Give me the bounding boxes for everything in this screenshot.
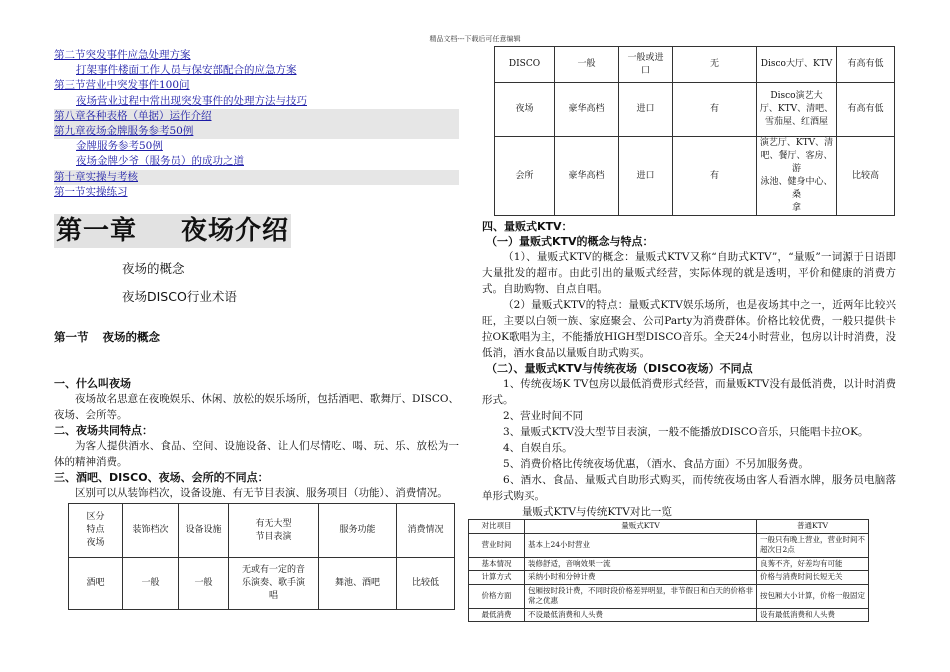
- subtitle-terms: 夜场DISCO行业术语: [122, 289, 237, 305]
- table-cell: DISCO: [495, 47, 555, 83]
- table-cell: 夜场: [495, 83, 555, 137]
- table-header-row: [469, 520, 869, 534]
- toc-link[interactable]: 第九章夜场金牌服务参考50例: [54, 124, 459, 139]
- table-cell: 一般: [179, 558, 229, 610]
- table-cell: 一般只有晚上营业，营业时间不超次日2点: [757, 533, 869, 557]
- toc-link[interactable]: 金牌服务参考50例: [76, 140, 163, 153]
- table-row: [469, 557, 869, 571]
- paragraph: 区别可以从装饰档次，设备设施、有无节目表演、服务项目（功能）、消费情况。: [75, 487, 448, 500]
- paragraph: 1、传统夜场K TV包房以最低消费形式经营，而量贩KTV没有最低消费，以计时消费形式。: [482, 378, 896, 406]
- table-cell: 价格与消费时间长短无关: [757, 571, 869, 585]
- paragraph: （1）、量贩式KTV的概念：量贩式KTV又称“自助式KTV”，“量贩”一词源于日语即大量批发的超市。由此引出的量贩式经营，实际体现的就是透明，平价和健康的消费方式。自助购物、自点自唱。: [482, 251, 896, 295]
- table-row: [69, 558, 455, 610]
- header-cell: 普通KTV: [757, 520, 869, 534]
- heading: （二）、量贩式KTV与传统夜场（DISCO夜场）不同点: [486, 362, 753, 375]
- section-number: 第一节: [54, 330, 89, 345]
- table-row: [469, 533, 869, 557]
- table-cell: 良莠不齐，好差均有可能: [757, 557, 869, 571]
- table-cell: 有: [673, 137, 757, 216]
- toc-link[interactable]: 第一节实操练习: [54, 185, 128, 198]
- table-cell: 豪华高档: [555, 83, 619, 137]
- chapter-number: 第一章: [56, 216, 138, 247]
- paragraph: （2）量贩式KTV的特点：量贩式KTV娱乐场所，也是夜场其中之一，近两年比较兴旺，主要以白领一族、家庭聚会、公司Party为消费群体。价格比较优费，一般只提供卡拉OK歌唱为主，不能播放HIGH型DISCO音乐。全天24小时营业，包房以计时消费，没低消，酒水食品以量贩自助式购买。: [482, 299, 896, 359]
- toc-link[interactable]: 夜场金牌少爷（服务员）的成功之道: [76, 155, 244, 168]
- table-cell: 基本上24小时营业: [525, 533, 757, 557]
- paragraph: 3、量贩式KTV没大型节目表演，一般不能播放DISCO音乐，只能唱卡拉OK。: [503, 426, 869, 438]
- table-cell: 有高有低: [837, 83, 895, 137]
- table3-caption: 量贩式KTV与传统KTV对比一览: [522, 506, 672, 518]
- heading: 四、量贩式KTV：: [482, 220, 573, 233]
- header-cell: 对比项目: [469, 520, 525, 534]
- table-cell: 营业时间: [469, 533, 525, 557]
- table-cell: 最低消费: [469, 608, 525, 622]
- heading: 二、夜场共同特点：: [54, 424, 153, 438]
- toc-link[interactable]: 第三节营业中突发事件100问: [54, 79, 190, 92]
- chapter-name: 夜场介绍: [181, 216, 290, 247]
- paragraph: 6、酒水、食品、量贩式自助形式购买，而传统夜场由客人看酒水牌，服务员电脑落单形式购买。: [482, 474, 896, 502]
- left-body: [54, 376, 459, 501]
- table-row: [469, 571, 869, 585]
- paragraph: 夜场故名思意在夜晚娱乐、休闲、放松的娱乐场所，包括酒吧、歌舞厅、DISCO、夜场、会所等。: [54, 393, 459, 422]
- header-cell: 消费情况: [397, 504, 455, 558]
- table-cell: 一般: [123, 558, 179, 610]
- table-cell: Disco大厅、KTV: [757, 47, 837, 83]
- paragraph: 4、自娱自乐。: [503, 442, 573, 454]
- header-note: 精品文档---下载后可任意编辑: [429, 35, 521, 43]
- table-header-row: [69, 504, 455, 558]
- table-cell: 比较高: [837, 137, 895, 216]
- toc-link[interactable]: 第十章实操与考核: [54, 170, 459, 185]
- toc-link[interactable]: 夜场营业过程中常出现突发事件的处理方法与技巧: [76, 94, 307, 107]
- toc-link[interactable]: 第二节突发事件应急处理方案: [54, 49, 191, 61]
- table-cell: 有高有低: [837, 47, 895, 83]
- header-cell: 有无大型 节目表演: [229, 504, 319, 558]
- header-cell: 服务功能: [319, 504, 397, 558]
- table-row: [469, 608, 869, 622]
- heading: 三、酒吧、DISCO、夜场、会所的不同点：: [54, 471, 269, 485]
- table-cell: 一般: [555, 47, 619, 83]
- table-cell: 包厢按时段计费，不同时段价格差异明显，非节假日和白天的价格非常之优惠: [525, 584, 757, 608]
- paragraph: 为客人提供酒水、食品、空间、设施设备、让人们尽情吃、喝、玩、乐、放松为一体的精神消费。: [54, 440, 459, 469]
- table-cell: 进口: [619, 137, 673, 216]
- table-cell: 不设最低消费和人头费: [525, 608, 757, 622]
- table-cell: 无: [673, 47, 757, 83]
- heading: （一）量贩式KTV的概念与特点：: [486, 235, 654, 248]
- header-cell: 装饰档次: [123, 504, 179, 558]
- venue-comparison-table-part2: [494, 46, 895, 216]
- header-cell: 量贩式KTV: [525, 520, 757, 534]
- table-cell: 豪华高档: [555, 137, 619, 216]
- section-name: 夜场的概念: [102, 330, 160, 345]
- table-cell: 舞池、酒吧: [319, 558, 397, 610]
- table-cell: 酒吧: [69, 558, 123, 610]
- table-row: [495, 83, 895, 137]
- table-cell: 一般或进 口: [619, 47, 673, 83]
- table-cell: 比较低: [397, 558, 455, 610]
- subtitle-concept: 夜场的概念: [122, 261, 185, 277]
- header-cell: 设备设施: [179, 504, 229, 558]
- table-cell: Disco演艺大 厅、KTV、清吧、 雪茄屋、红酒屋: [757, 83, 837, 137]
- table-row: [495, 47, 895, 83]
- table-cell: 装修舒适，音响效果一流: [525, 557, 757, 571]
- table-of-contents: [54, 48, 459, 200]
- paragraph: 5、消费价格比传统夜场优惠，（酒水、食品方面）不另加服务费。: [503, 458, 809, 470]
- section-title: [54, 329, 459, 345]
- chapter-title: [54, 214, 291, 248]
- table-cell: 价格方面: [469, 584, 525, 608]
- right-body: [482, 219, 896, 504]
- table-cell: 演艺厅、KTV、清 吧、餐厅、客房、游 泳池、健身中心、桑 拿: [757, 137, 837, 216]
- table-cell: 计算方式: [469, 571, 525, 585]
- table-cell: 基本情况: [469, 557, 525, 571]
- right-column: [482, 46, 896, 622]
- left-column: [54, 48, 459, 610]
- table-cell: 进口: [619, 83, 673, 137]
- table-cell: 会所: [495, 137, 555, 216]
- table-row: [469, 584, 869, 608]
- table-row: [495, 137, 895, 216]
- ktv-comparison-table: [468, 519, 869, 622]
- venue-comparison-table-part1: [68, 503, 455, 610]
- toc-link[interactable]: 打架事件楼面工作人员与保安部配合的应急方案: [76, 64, 297, 77]
- heading: 一、什么叫夜场: [54, 377, 131, 391]
- table-cell: 无或有一定的音 乐演奏、歌手演 唱: [229, 558, 319, 610]
- table-cell: 采纳小时和分钟计费: [525, 571, 757, 585]
- header-cell: 区分 特点 夜场: [69, 504, 123, 558]
- table-cell: 按包厢大小计算，价格一般固定: [757, 584, 869, 608]
- table-cell: 有: [673, 83, 757, 137]
- paragraph: 2、营业时间不同: [503, 410, 584, 422]
- toc-link[interactable]: 第八章各种表格（单据）运作介绍: [54, 109, 459, 124]
- table-cell: 设有最低消费和人头费: [757, 608, 869, 622]
